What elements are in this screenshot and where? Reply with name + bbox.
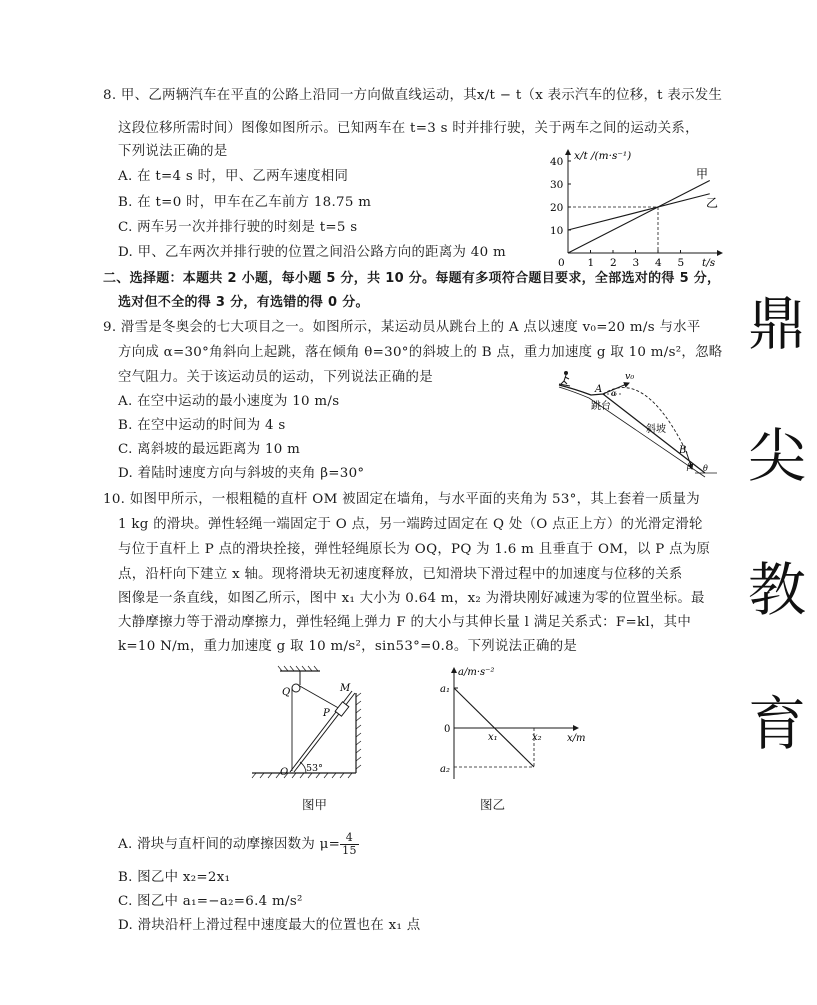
label-o: O (280, 767, 289, 778)
yi-label-a2: a₂ (440, 764, 450, 775)
q10-figure-jia (250, 663, 370, 783)
q8-origin-label: 0 (558, 257, 565, 269)
q8-label-yi: 乙 (706, 196, 719, 210)
q9-line-1: 9. 滑雪是冬奥会的七大项目之一。如图所示，某运动员从跳台上的 A 点以速度 v₀=20 m/s 与水平 (103, 320, 701, 335)
yi-label-x2: x₂ (532, 732, 542, 743)
yi-y-label: a/m·s⁻² (458, 667, 495, 678)
caption-jia: 图甲 (302, 797, 328, 812)
label-m: M (340, 683, 351, 694)
q9-label-b: B (679, 445, 687, 456)
q9-label-theta: θ (703, 464, 708, 473)
q8-series-line-yi (568, 194, 710, 230)
q8-option-d: D. 甲、乙车两次并排行驶的位置之间沿公路方向的距离为 40 m (118, 245, 506, 260)
skier-icon (559, 371, 570, 386)
watermark-char-2: 尖 (747, 422, 806, 490)
q9-option-a: A. 在空中运动的最小速度为 10 m/s (118, 394, 340, 409)
q9-option-c: C. 离斜坡的最远距离为 10 m (118, 442, 301, 457)
watermark-char-3: 教 (747, 556, 806, 624)
label-p: P (323, 708, 330, 719)
q8-label-jia: 甲 (696, 167, 709, 181)
q8-y-tick-label: 10 (550, 225, 564, 237)
label-q: Q (282, 687, 291, 698)
q8-line-3: 下列说法正确的是 (118, 144, 228, 159)
yi-x-label: x/m (567, 733, 586, 744)
caption-yi: 图乙 (480, 797, 506, 812)
q10-line-6: 大静摩擦力等于滑动摩擦力，弹性轻绳上弹力 F 的大小与其伸长量 l 满足关系式：F=kl，其中 (118, 615, 692, 630)
q8-x-tick-label: 1 (587, 257, 595, 269)
q9-label-tiaotai: 跳台 (591, 401, 611, 412)
q9-label-a: A (595, 384, 603, 395)
section-2-line-2: 选对但不全的得 3 分，有选错的得 0 分。 (118, 295, 369, 310)
q10-option-a (118, 832, 359, 858)
yi-label-x1: x₁ (488, 732, 498, 743)
q10-option-c: C. 图乙中 a₁=−a₂=6.4 m/s² (118, 894, 303, 909)
q10-line-7: k=10 N/m，重力加速度 g 取 10 m/s²，sin53°=0.8。下列说法正确的是 (118, 639, 578, 654)
q9-slope-shadow (559, 387, 705, 477)
mu-numerator: 4 (340, 832, 359, 845)
q8-line-2: 这段位移所需时间）图像如图所示。已知两车在 t=3 s 时并排行驶，关于两车之间的运动关系， (118, 121, 699, 136)
q8-y-tick-label: 20 (550, 202, 564, 214)
q8-x-tick-label: 5 (677, 257, 685, 269)
q9-label-alpha: α (611, 389, 617, 398)
q9-label-beta: β (687, 462, 692, 471)
q8-y-tick-label: 40 (550, 156, 564, 168)
q8-y-tick-label: 30 (550, 179, 564, 191)
q8-velocity-graph (530, 145, 730, 270)
q10-option-b: B. 图乙中 x₂=2x₁ (118, 870, 231, 885)
q8-option-a: A. 在 t=4 s 时，甲、乙两车速度相同 (118, 169, 349, 184)
rope-qp (298, 685, 342, 710)
q10-option-d: D. 滑块沿杆上滑过程中速度最大的位置也在 x₁ 点 (118, 918, 421, 933)
q10-line-4: 点，沿杆向下建立 x 轴。现将滑块无初速度释放，已知滑块下滑过程中的加速度与位移的关系 (118, 567, 683, 582)
q8-series-line-jia (568, 181, 710, 253)
q8-x-tick-label: 4 (655, 257, 662, 269)
q9-label-xiepo: 斜坡 (646, 424, 666, 435)
q10-line-5: 图像是一条直线，如图乙所示，图中 x₁ 大小为 0.64 m，x₂ 为滑块刚好减速为零的位置坐标。最 (118, 591, 705, 606)
q8-x-tick-label: 2 (610, 257, 617, 269)
q10-line-1: 10. 如图甲所示，一根粗糙的直杆 OM 被固定在墙角，与水平面的夹角为 53°，其上套着一质量为 (103, 492, 700, 507)
q8-x-tick-label: 3 (632, 257, 640, 269)
q10-option-a-text: A. 滑块与直杆间的动摩擦因数为 μ= (118, 837, 341, 852)
yi-origin-label: 0 (444, 724, 451, 735)
section-2-line-1: 二、选择题：本题共 2 小题，每小题 5 分，共 10 分。每题有多项符合题目要求，全部选对的得 5 分， (103, 271, 721, 286)
q8-option-b: B. 在 t=0 时，甲车在乙车前方 18.75 m (118, 195, 372, 210)
label-angle-53: 53° (306, 763, 323, 774)
q9-option-d: D. 着陆时速度方向与斜坡的夹角 β=30° (118, 466, 365, 481)
mu-denominator: 15 (342, 844, 357, 857)
mu-fraction (340, 832, 359, 857)
q9-slope-line (559, 385, 705, 473)
q9-label-v0: v₀ (625, 371, 635, 382)
q10-line-2: 1 kg 的滑块。弹性轻绳一端固定于 O 点，另一端跨过固定在 Q 处（O 点正上方）的光滑定滑轮 (118, 517, 703, 532)
q8-line-1: 8. 甲、乙两辆汽车在平直的公路上沿同一方向做直线运动，其x/t − t（x 表示汽车的位移，t 表示发生 (103, 88, 723, 103)
q10-figure-yi (438, 664, 598, 784)
q8-option-c: C. 两车另一次并排行驶的时刻是 t=5 s (118, 220, 358, 235)
q9-line-2: 方向成 α=30°角斜向上起跳，落在倾角 θ=30°的斜坡上的 B 点，重力加速度 g 取 10 m/s²，忽略 (118, 345, 723, 360)
watermark-char-1: 鼎 (747, 290, 806, 358)
q9-option-b: B. 在空中运动的时间为 4 s (118, 418, 286, 433)
q9-ski-jump-figure (555, 365, 720, 487)
q9-line-3: 空气阻力。关于该运动员的运动，下列说法正确的是 (118, 370, 433, 385)
q8-x-label: t/s (702, 257, 716, 269)
yi-label-a1: a₁ (440, 684, 450, 695)
watermark-char-4: 育 (747, 690, 806, 758)
q10-line-3: 与位于直杆上 P 点的滑块拴接，弹性轻绳原长为 OQ，PQ 为 1.6 m 且垂直于 OM，以 P 点为原 (118, 542, 711, 557)
q8-y-label: x/t /(m·s⁻¹) (574, 150, 632, 162)
